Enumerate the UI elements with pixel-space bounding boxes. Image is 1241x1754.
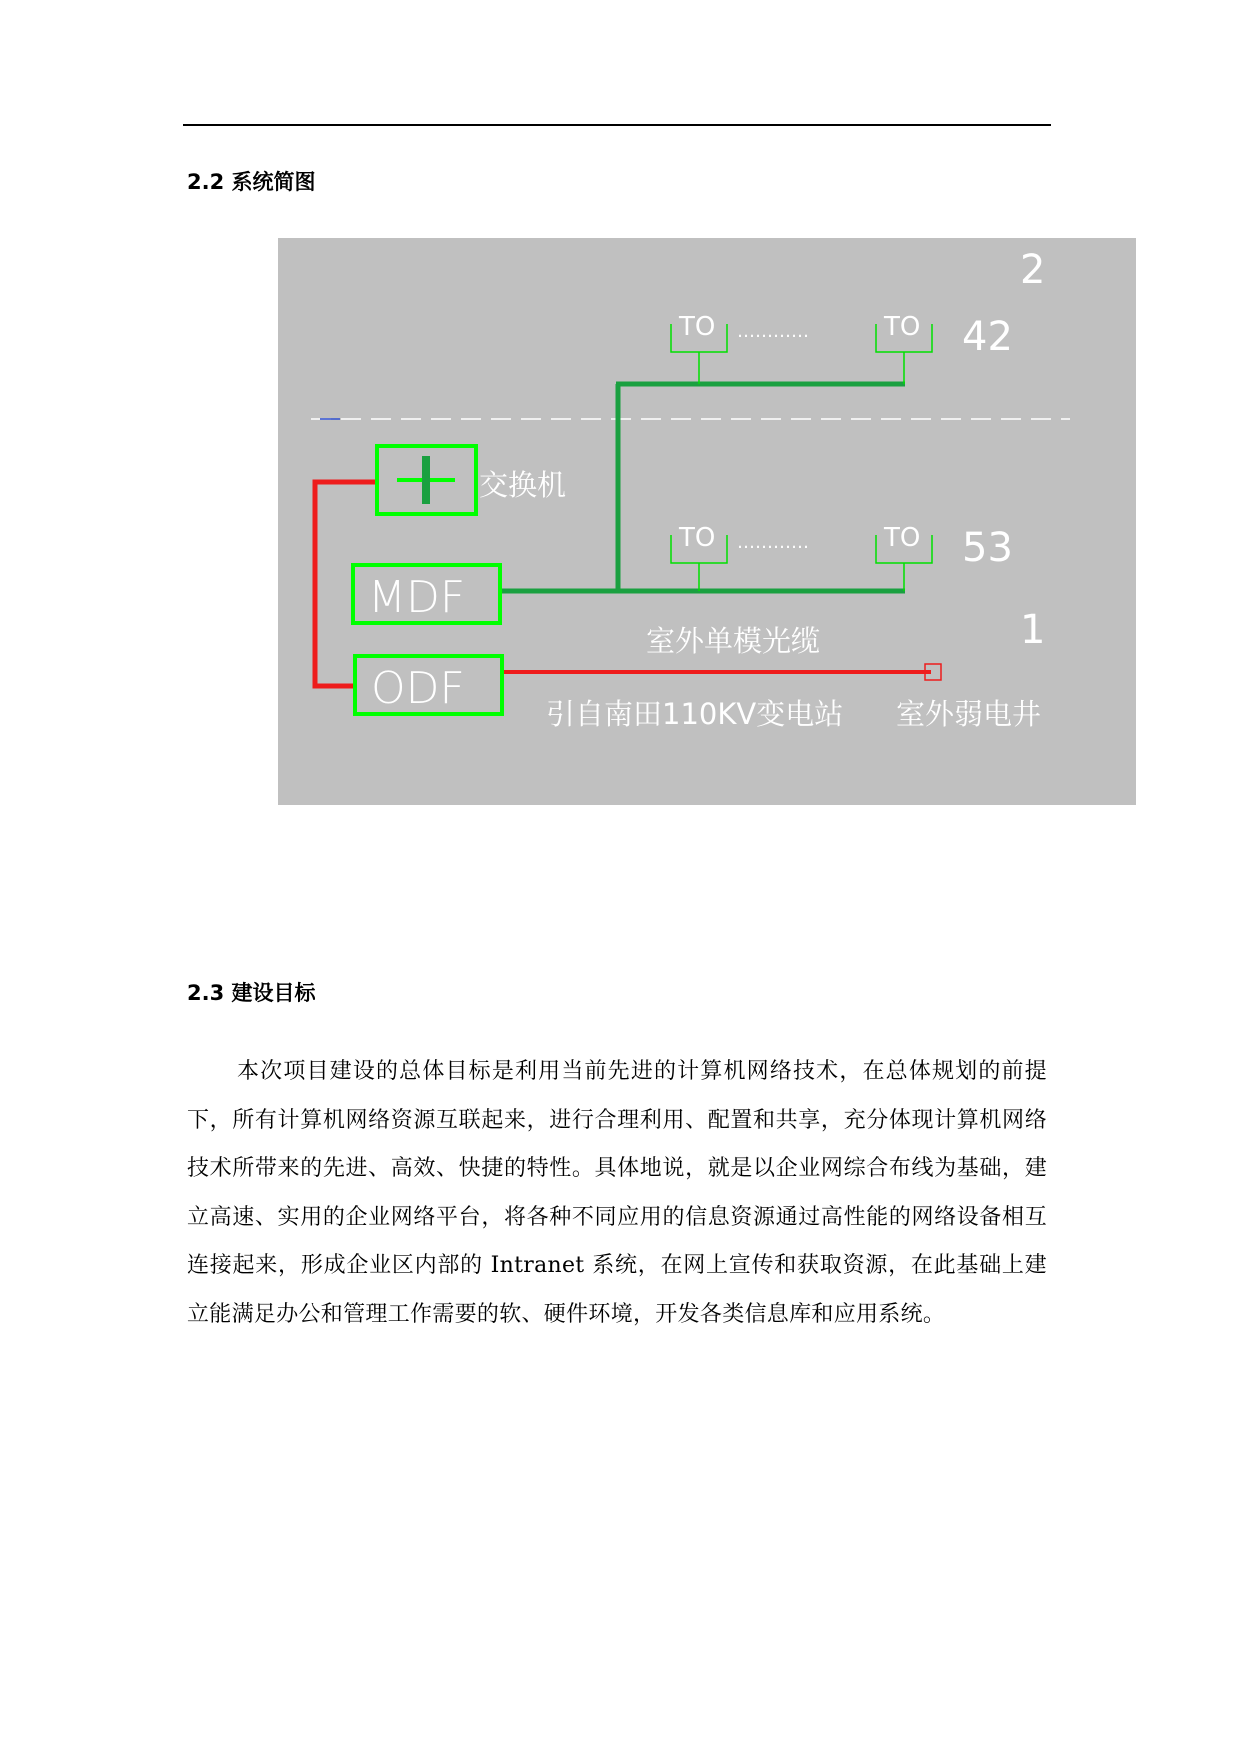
to-label-top-left: TO	[679, 312, 716, 342]
weak-current-well-label: 室外弱电井	[896, 697, 1042, 731]
section-heading-2-3: 2.3 建设目标	[187, 981, 316, 1005]
dots-top: …………	[737, 321, 809, 342]
mdf-label: MDF	[368, 572, 466, 623]
dots-bottom: …………	[737, 532, 809, 553]
source-substation-label: 引自南田110KV变电站	[546, 697, 844, 731]
system-diagram-svg	[278, 238, 1136, 805]
switch-label: 交换机	[479, 468, 567, 502]
to-label-bottom-right: TO	[884, 523, 921, 553]
system-diagram	[278, 238, 1136, 805]
to-label-top-right: TO	[884, 312, 921, 342]
to-label-bottom-left: TO	[679, 523, 716, 553]
outlet-count-53: 53	[962, 525, 1013, 571]
body-paragraph: 本次项目建设的总体目标是利用当前先进的计算机网络技术，在总体规划的前提下，所有计算机网络资源互联起来，进行合理利用、配置和共享，充分体现计算机网络技术所带来的先进、高效、快捷的特性。具体地说，就是以企业网综合布线为基础，建立高速、实用的企业网络平台，将各种不同应用的信息资源通过高性能的网络设备相互连接起来，形成企业区内部的 Intranet 系统，在网上宣传和获取资源，在此基础上建立能满足办公和管理工作需要的软、硬件环境，开发各类信息库和应用系统。	[187, 1059, 1047, 1327]
fiber-cable-label: 室外单模光缆	[646, 624, 821, 658]
section-heading-2-2: 2.2 系统简图	[187, 170, 316, 194]
floor-number-1: 1	[1020, 607, 1046, 653]
floor-number-2: 2	[1020, 247, 1046, 293]
outlet-count-42: 42	[962, 314, 1013, 360]
header-rule	[183, 124, 1051, 126]
odf-label: ODF	[371, 663, 465, 714]
